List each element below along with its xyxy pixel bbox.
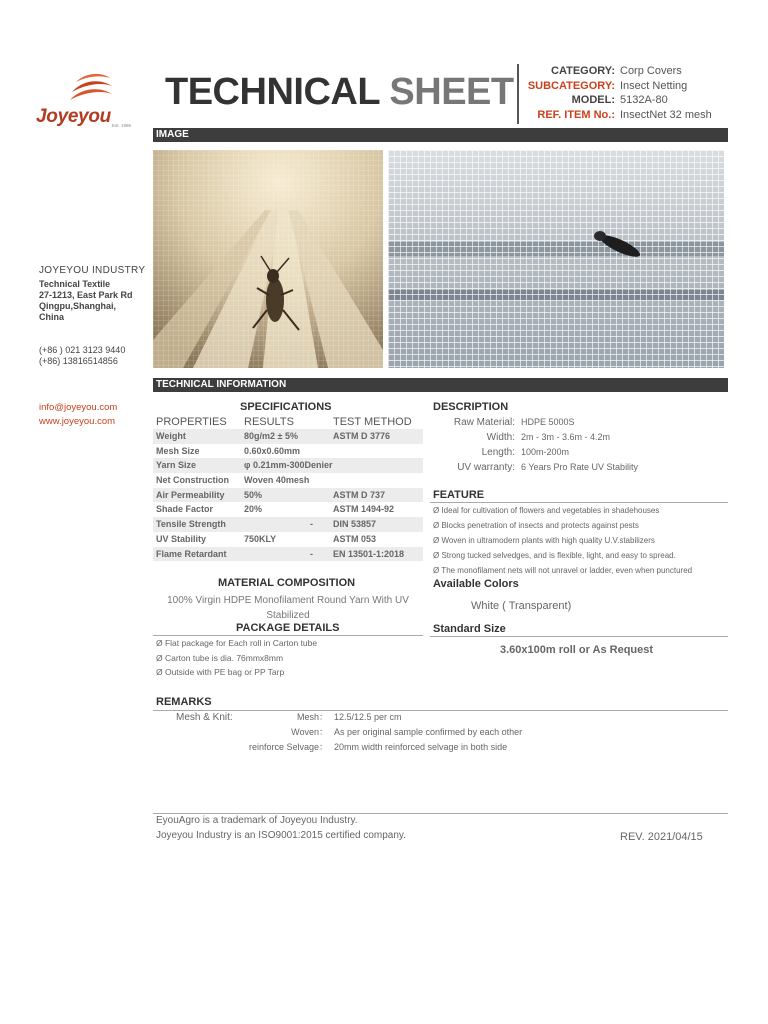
company-line1: Technical Textile [39, 279, 111, 289]
spec-header-row [153, 416, 423, 429]
spec-cell: Net Construction [156, 475, 229, 486]
spec-row [153, 429, 423, 444]
spec-cell: 20% [244, 504, 263, 515]
footer-iso: Joyeyou Industry is an ISO9001:2015 certified company. [156, 830, 406, 841]
remarks-label: Mesh & Knit: [176, 712, 233, 723]
title-divider [517, 64, 519, 124]
spec-row [153, 532, 423, 547]
package-item: Ø Flat package for Each roll in Carton tube [156, 638, 318, 648]
description-key: Length: [481, 447, 515, 458]
remark-key: reinforce Selvage： [248, 742, 328, 752]
grasshopper-photo [153, 150, 383, 368]
colors-heading: Available Colors [433, 578, 519, 590]
spec-cell: Shade Factor [156, 504, 214, 515]
meta-key: CATEGORY: [551, 65, 615, 77]
spec-cell: Mesh Size [156, 445, 200, 456]
footer-revision: REV. 2021/04/15 [620, 831, 703, 843]
spec-row [153, 547, 423, 562]
spec-row [153, 473, 423, 488]
description-heading: DESCRIPTION [433, 401, 509, 413]
meta-key: SUBCATEGORY: [527, 79, 615, 92]
remark-value: 12.5/12.5 per cm [334, 712, 402, 722]
spec-cell: UV Stability [156, 533, 207, 544]
title-part2: SHEET [389, 71, 514, 113]
spec-cell [333, 444, 423, 459]
spec-cell: ASTM 053 [333, 533, 377, 544]
package-list [156, 636, 317, 680]
spec-cell: Yarn Size [156, 460, 197, 471]
spec-header: PROPERTIES [156, 416, 227, 428]
company-name: JOYEYOU INDUSTRY [39, 265, 146, 276]
footer-divider [153, 813, 728, 814]
feature-item: Ø Blocks penetration of insects and protects against pests [433, 521, 639, 530]
company-phone2: (+86) 13816514856 [39, 356, 118, 366]
meta-key: MODEL: [571, 94, 615, 106]
beetle-photo [388, 150, 724, 368]
meta-block [520, 64, 720, 122]
description-value: HDPE 5000S [521, 417, 575, 427]
feature-item: Ø Strong tucked selvedges, and is flexible, light, and easy to spread. [433, 551, 676, 560]
section-technical-bar: TECHNICAL INFORMATION [153, 378, 728, 392]
remark-key: Mesh： [296, 712, 328, 722]
remarks-heading: REMARKS [156, 696, 212, 708]
spec-row [153, 444, 423, 459]
remark-row [240, 710, 720, 725]
company-email-link[interactable]: info@joyeyou.com [39, 402, 118, 413]
spec-cell: DIN 53857 [333, 519, 377, 530]
company-phone1: (+86 ) 021 3123 9440 [39, 345, 126, 355]
company-line3: Qingpu,Shanghai, [39, 301, 116, 311]
spec-cell: 750KLY [244, 533, 277, 544]
description-row [430, 415, 725, 430]
spec-cell: 80g/m2 ± 5% [244, 431, 298, 441]
spec-row [153, 488, 423, 503]
remark-row [240, 740, 720, 755]
size-heading: Standard Size [433, 623, 506, 635]
remark-value: As per original sample confirmed by each other [334, 727, 523, 737]
remark-key: Woven： [291, 727, 328, 737]
specifications-table [153, 416, 423, 561]
spec-cell [333, 458, 423, 473]
title-part1: TECHNICAL [165, 71, 380, 113]
spec-row [153, 502, 423, 517]
package-item: Ø Outside with PE bag or PP Tarp [156, 667, 285, 677]
spec-cell: EN 13501-1:2018 [333, 548, 405, 559]
spec-cell: - [310, 519, 313, 530]
meta-row [520, 64, 720, 79]
spec-cell: 0.60x0.60mm [244, 445, 301, 456]
meta-row [520, 108, 720, 123]
feature-list [433, 503, 728, 578]
feature-heading: FEATURE [433, 489, 485, 501]
meta-value: 5132A-80 [620, 94, 668, 106]
size-value: 3.60x100m roll or As Request [500, 644, 654, 656]
spec-header: TEST METHOD [333, 416, 412, 428]
meta-value: Corp Covers [620, 65, 682, 77]
package-heading: PACKAGE DETAILS [236, 622, 340, 634]
meta-value: InsectNet 32 mesh [620, 108, 712, 121]
feature-item: Ø Ideal for cultivation of flowers and vegetables in shadehouses [433, 506, 660, 515]
spec-cell: 50% [244, 489, 263, 500]
section-image-bar: IMAGE [153, 128, 728, 142]
description-key: Raw Material: [453, 417, 515, 428]
spec-cell: Air Permeability [156, 489, 225, 500]
description-value: 2m - 3m - 3.6m - 4.2m [521, 432, 611, 442]
description-row [430, 445, 725, 460]
feature-item: Ø Woven in ultramodern plants with high quality U.V.stabilizers [433, 536, 655, 545]
remarks-list [240, 710, 720, 755]
material-heading: MATERIAL COMPOSITION [218, 577, 356, 589]
spec-cell: Flame Retardant [156, 548, 227, 559]
package-item: Ø Carton tube is dia. 76mmx8mm [156, 652, 284, 663]
spec-cell: ASTM D 3776 [333, 431, 391, 441]
specifications-heading: SPECIFICATIONS [240, 401, 332, 413]
description-row [430, 460, 725, 475]
spec-row [153, 458, 423, 473]
meta-key: REF. ITEM No.: [537, 108, 615, 121]
spec-cell [333, 473, 423, 488]
spec-header: RESULTS [244, 416, 294, 428]
description-key: UV warranty: [457, 462, 515, 473]
remark-row [240, 725, 720, 740]
feature-item: Ø The monofilament nets will not unravel or ladder, even when punctured [433, 566, 693, 575]
spec-cell: Woven 40mesh [244, 475, 310, 486]
description-key: Width: [486, 432, 515, 443]
brand-name: Joyeyou [36, 106, 111, 127]
company-web-link[interactable]: www.joyeyou.com [39, 416, 116, 427]
description-value: 100m-200m [521, 447, 570, 457]
colors-value: White ( Transparent) [471, 600, 572, 612]
description-row [430, 430, 725, 445]
page-title [165, 70, 514, 114]
spec-cell: Tensile Strength [156, 519, 226, 530]
spec-cell: ASTM D 737 [333, 489, 386, 500]
spec-row [153, 517, 423, 532]
company-line4: China [39, 312, 65, 322]
description-table [430, 415, 725, 475]
description-value: 6 Years Pro Rate UV Stability [521, 462, 639, 472]
footer-trademark: EyouAgro is a trademark of Joyeyou Industry. [156, 815, 358, 826]
spec-cell: φ 0.21mm-300Denier [244, 460, 333, 471]
meta-value: Insect Netting [620, 79, 688, 92]
spec-cell: Weight [156, 431, 186, 441]
size-divider [430, 636, 728, 637]
material-text: 100% Virgin HDPE Monofilament Round Yarn With UV Stabilized [167, 595, 409, 621]
company-line2: 27-1213, East Park Rd [39, 290, 133, 300]
spec-cell: - [310, 548, 313, 559]
spec-cell: ASTM 1494-92 [333, 504, 395, 515]
brand-est: Est. 1986 [112, 123, 132, 128]
meta-row [520, 93, 720, 108]
remark-value: 20mm width reinforced selvage in both side [334, 742, 508, 752]
meta-row [520, 79, 720, 94]
